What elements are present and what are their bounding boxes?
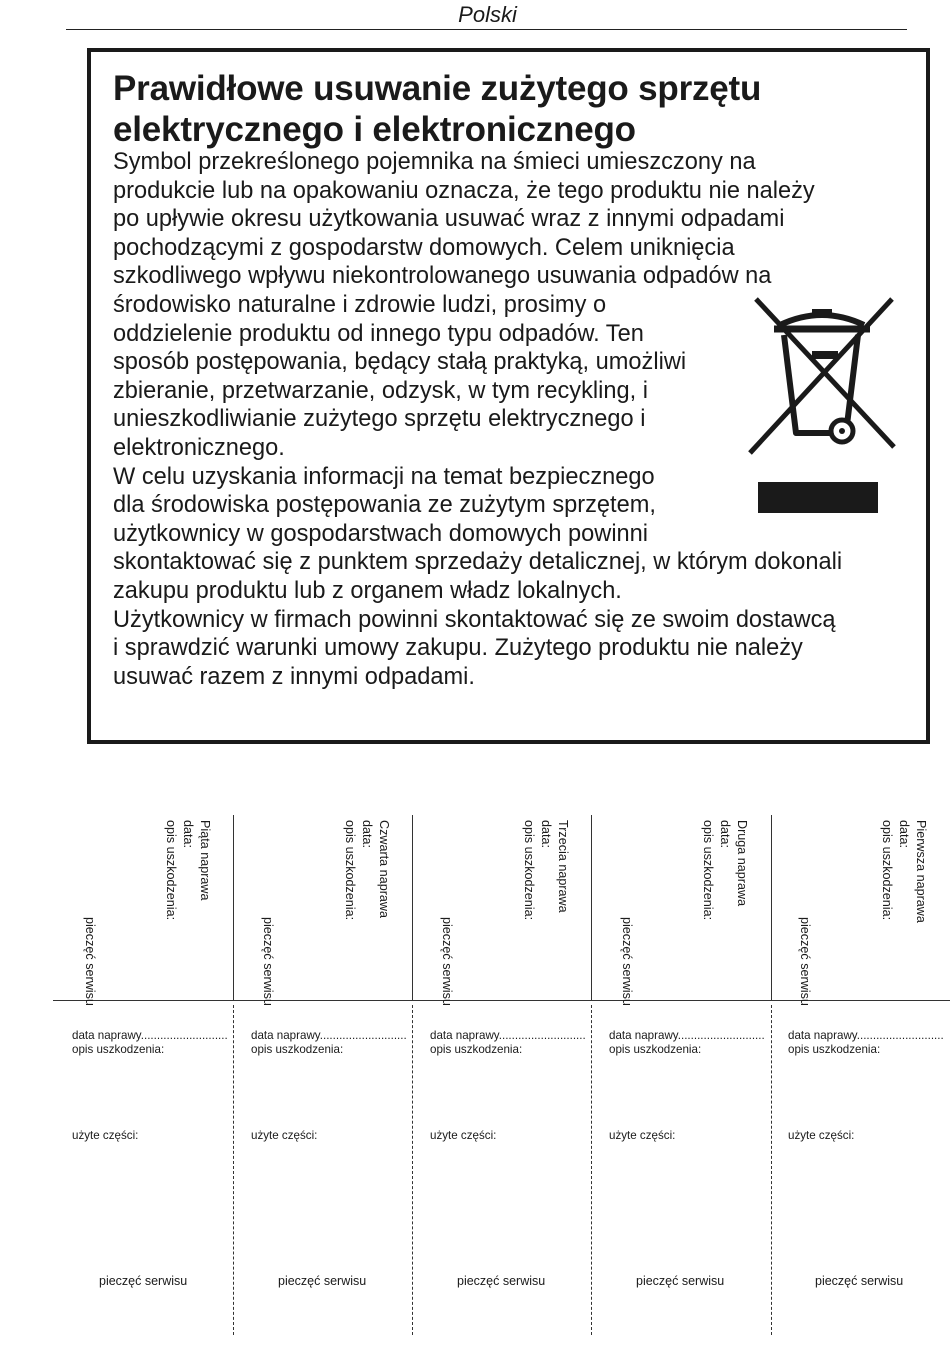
slip-divider <box>591 815 592 1001</box>
stub-stamp-label: pieczęć serwisu <box>440 917 454 1006</box>
slip-stub <box>522 820 570 920</box>
crossed-out-wheelie-bin-icon <box>742 285 902 525</box>
repair-slips <box>0 815 950 1364</box>
slip-divider <box>412 815 413 1001</box>
slip-parts-label: użyte części: <box>72 1129 139 1142</box>
slip-cut-line <box>771 1005 772 1335</box>
notice-body-line: środowisko naturalne i zdrowie ludzi, prosimy o <box>113 291 607 318</box>
slip-perforation-rule <box>53 1000 950 1001</box>
slip-date-line: data naprawy........................... <box>251 1029 407 1042</box>
stub-date-label: data: <box>718 820 732 849</box>
slip-fault-label: opis uszkodzenia: <box>430 1043 523 1056</box>
notice-body-line: zbieranie, przetwarzanie, odzysk, w tym recykling, i <box>113 377 648 404</box>
notice-title-line: elektrycznego i elektronicznego <box>113 110 636 149</box>
stub-date-label: data: <box>181 820 195 849</box>
notice-body-line: oddzielenie produktu od innego typu odpadów. Ten <box>113 320 644 347</box>
stub-fault-label: opis uszkodzenia: <box>343 820 357 921</box>
slip-stub <box>343 820 391 920</box>
stub-fault-label: opis uszkodzenia: <box>880 820 894 921</box>
slip-date-line: data naprawy........................... <box>609 1029 765 1042</box>
notice-title-line: Prawidłowe usuwanie zużytego sprzętu <box>113 69 762 108</box>
stub-fault-label: opis uszkodzenia: <box>701 820 715 921</box>
notice-body-line: skontaktować się z punktem sprzedaży detalicznej, w którym dokonali <box>113 549 843 576</box>
notice-body-line: usuwać razem z innymi odpadami. <box>113 663 475 690</box>
notice-body-line: W celu uzyskania informacji na temat bezpiecznego <box>113 463 655 490</box>
stub-repair-number: Czwarta naprawa <box>377 820 391 918</box>
notice-body-line: sposób postępowania, będący stałą praktyką, umożliwi <box>113 349 687 376</box>
slip-cut-line <box>233 1005 234 1335</box>
stub-repair-number: Pierwsza naprawa <box>914 820 928 923</box>
slip-divider <box>771 815 772 1001</box>
slip-date-line: data naprawy........................... <box>430 1029 586 1042</box>
notice-body-line: szkodliwego wpływu niekontrolowanego usuwania odpadów na <box>113 263 772 290</box>
notice-body-line: Symbol przekreślonego pojemnika na śmieci umieszczony na <box>113 149 756 175</box>
notice-body-line: Użytkownicy w firmach powinni skontaktować się ze swoim dostawcą <box>113 606 836 633</box>
slip-fault-label: opis uszkodzenia: <box>251 1043 344 1056</box>
stub-repair-number: Trzecia naprawa <box>556 820 570 913</box>
notice-body-line: elektronicznego. <box>113 434 285 461</box>
slip-parts-label: użyte części: <box>430 1129 497 1142</box>
notice-title <box>113 68 913 150</box>
slip-cut-line <box>591 1005 592 1335</box>
slip-date-line: data naprawy........................... <box>788 1029 944 1042</box>
slip-stamp-label: pieczęć serwisu <box>99 1274 188 1288</box>
stub-repair-number: Piąta naprawa <box>198 820 212 901</box>
notice-body-line: po upływie okresu użytkowania usuwać wraz z innymi odpadami <box>113 206 785 233</box>
slip-stamp-label: pieczęć serwisu <box>636 1274 725 1288</box>
stub-fault-label: opis uszkodzenia: <box>164 820 178 921</box>
slip-stamp-label: pieczęć serwisu <box>457 1274 546 1288</box>
notice-body-line: dla środowiska postępowania ze zużytym sprzętem, <box>113 492 656 519</box>
slip-stamp-label: pieczęć serwisu <box>278 1274 367 1288</box>
notice-body-line: użytkownicy w gospodarstwach domowych powinni <box>113 520 649 547</box>
slip-cut-line <box>412 1005 413 1335</box>
slip-stub <box>880 820 928 923</box>
notice-body-line: zakupu produktu lub z organem władz lokalnych. <box>113 577 622 604</box>
notice-body-line: produkcie lub na opakowaniu oznacza, że tego produktu nie należy <box>113 177 815 204</box>
slip-parts-label: użyte części: <box>609 1129 676 1142</box>
slip-parts-label: użyte części: <box>788 1129 855 1142</box>
notice-body-line: pochodzącymi z gospodarstw domowych. Celem uniknięcia <box>113 234 735 261</box>
stub-stamp-label: pieczęć serwisu <box>83 917 97 1006</box>
language-header: Polski <box>458 2 517 27</box>
slip-fault-label: opis uszkodzenia: <box>609 1043 702 1056</box>
header-rule <box>66 29 907 30</box>
stub-date-label: data: <box>539 820 553 849</box>
stub-stamp-label: pieczęć serwisu <box>261 917 275 1006</box>
slip-parts-label: użyte części: <box>251 1129 318 1142</box>
slip-divider <box>233 815 234 1001</box>
stub-fault-label: opis uszkodzenia: <box>522 820 536 921</box>
stub-repair-number: Druga naprawa <box>735 820 749 907</box>
slip-fault-label: opis uszkodzenia: <box>72 1043 165 1056</box>
slip-stub <box>164 820 212 920</box>
notice-body-line: i sprawdzić warunki umowy zakupu. Zużytego produktu nie należy <box>113 635 803 662</box>
stub-stamp-label: pieczęć serwisu <box>620 917 634 1006</box>
slip-stub <box>701 820 749 920</box>
stub-date-label: data: <box>360 820 374 849</box>
slip-fault-label: opis uszkodzenia: <box>788 1043 881 1056</box>
stub-date-label: data: <box>897 820 911 849</box>
stub-stamp-label: pieczęć serwisu <box>798 917 812 1006</box>
slip-date-line: data naprawy........................... <box>72 1029 228 1042</box>
slip-stamp-label: pieczęć serwisu <box>815 1274 904 1288</box>
notice-body-line: unieszkodliwianie zużytego sprzętu elektrycznego i <box>113 406 646 433</box>
